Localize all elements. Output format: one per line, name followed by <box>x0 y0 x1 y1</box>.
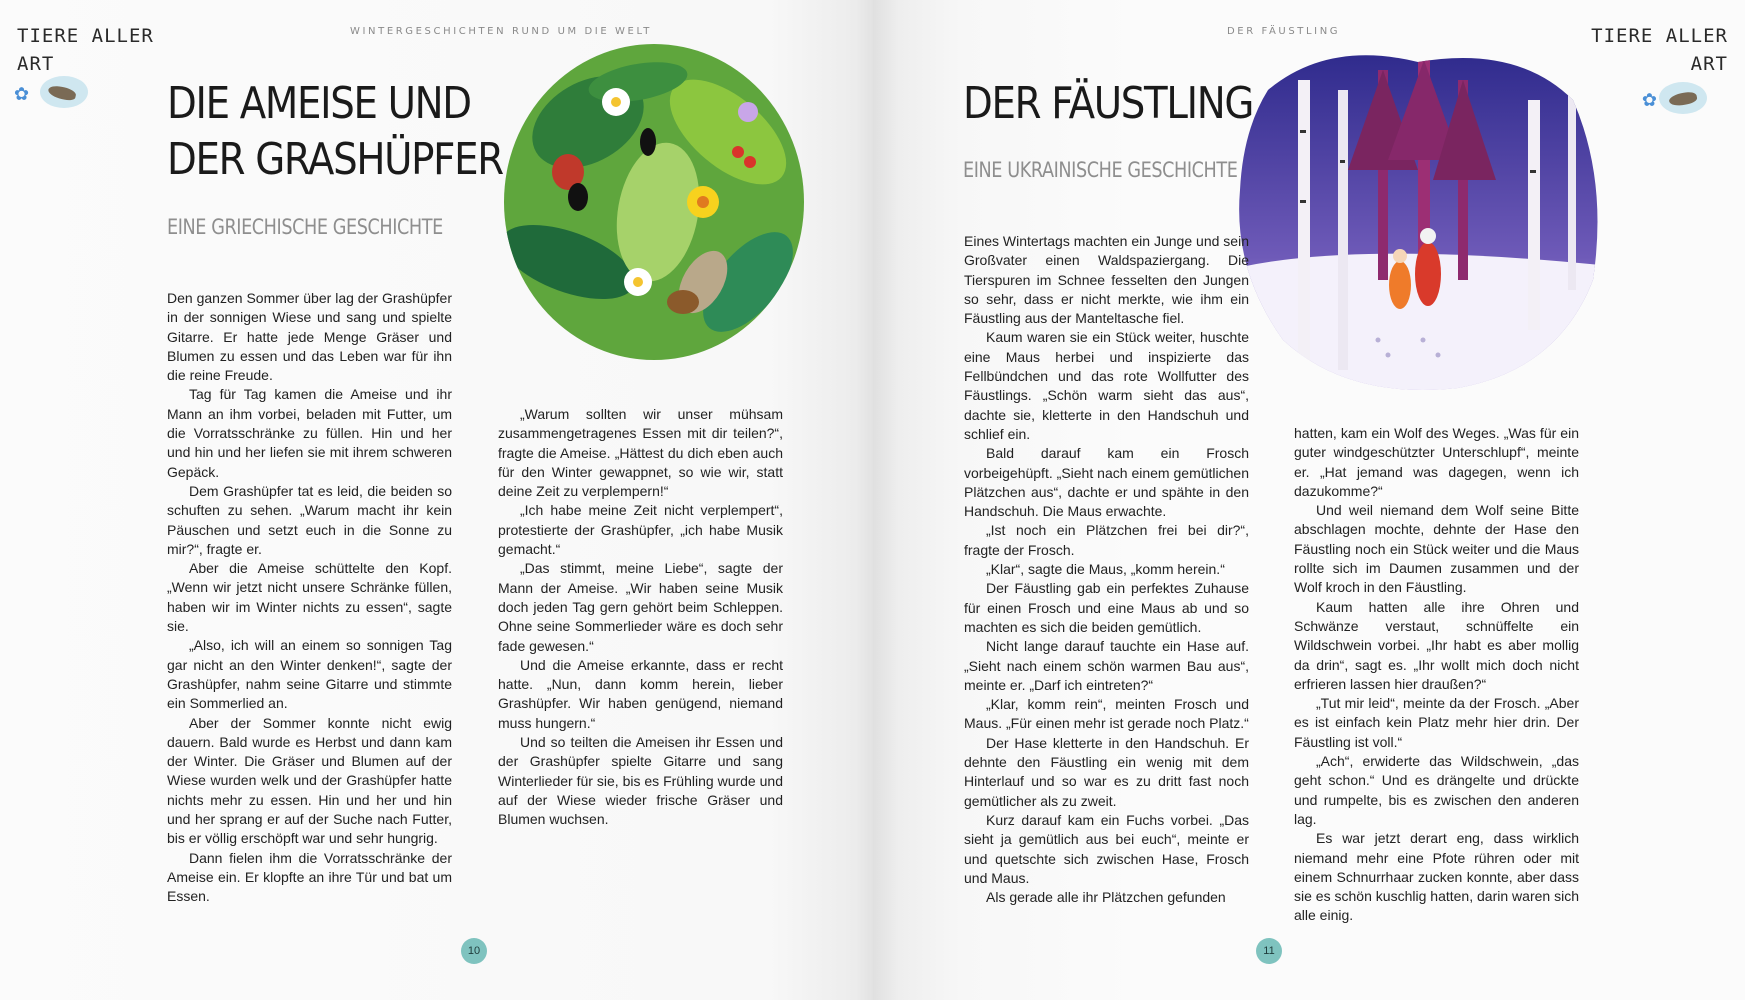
story-title <box>167 76 503 188</box>
paragraph: Und so teilten die Ameisen ihr Essen und der Grashüpfer spielte Gitarre und sang Winterlieder für sie, bis es Frühling wurde und auf der Wiese wieder frische Gräser und Blumen wuchsen. <box>498 734 783 828</box>
paragraph: Aber der Sommer konnte nicht ewig dauern. Bald wurde es Herbst und dann kam der Winter. Die Gräser und Blumen auf der Wiese wurden welk und der Grashüpfer hatte nichts mehr zu essen. Hin und her und hin und her sprang er auf der Suche nach Futter, bis er völlig erschöpft war und sehr hungrig. <box>167 714 452 847</box>
story-title <box>963 76 1253 132</box>
section-label <box>1591 22 1728 78</box>
paragraph: Den ganzen Sommer über lag der Grashüpfer in der sonnigen Wiese und sang und spielte Gitarre. Er hatte jede Menge Gräser und Blumen zu essen und das Leben war für ihn die reine Freude. <box>167 290 452 384</box>
paragraph: „Warum sollten wir unser mühsam zusammengetragenes Essen mit dir teilen?“, fragte die Ameise. „Hättest du dich eben auch für den Winter gewappnet, so wie wir, statt deine Zeit zu verplempern!“ <box>498 406 783 500</box>
paragraph: Dem Grashüpfer tat es leid, die beiden so schuften zu sehen. „Warum macht ihr kein Päuschen und setzt euch in die Sonne zu mir?“, fragte er. <box>167 482 452 557</box>
paragraph: Bald darauf kam ein Frosch vorbeigehüpft. „Sieht nach einem gemütlichen Plätzchen aus“, dachte er und spähte in den Handschuh. Die Maus erwachte. <box>964 445 1249 520</box>
section-label-line-1: TIERE ALLER <box>1591 25 1728 47</box>
story-column-2 <box>498 405 783 830</box>
paragraph: Eines Wintertags machten ein Junge und sein Großvater einen Waldspaziergang. Die Tierspuren im Schnee fesselten den Jungen so sehr, dass er nicht merkte, wie ihm ein Fäustling aus der Manteltasche fiel. <box>964 233 1249 327</box>
paragraph: Aber die Ameise schüttelte den Kopf. „Wenn wir jetzt nicht unsere Schränke füllen, haben wir im Winter nichts zu essen“, sagte sie. <box>167 560 452 635</box>
story-column-1 <box>964 232 1249 907</box>
paragraph: „Also, ich will an einem so sonnigen Tag gar nicht an den Winter denken!“, sagte der Grashüpfer, nahm seine Gitarre und stimmte ein Sommerlied an. <box>167 637 452 712</box>
paragraph: Der Fäustling gab ein perfektes Zuhause für einen Frosch und eine Maus ab und so machten es sich die beiden gemütlich. <box>964 580 1249 635</box>
section-label <box>17 22 154 78</box>
page-number: 11 <box>1256 938 1282 964</box>
story-subtitle: EINE GRIECHISCHE GESCHICHTE <box>167 215 443 239</box>
paragraph: hatten, kam ein Wolf des Weges. „Was für ein guter windgeschützter Unterschlupf“, meinte er. „Hat jemand was dagegen, wenn ich dazukomme?“ <box>1294 425 1579 499</box>
page-number: 10 <box>461 938 487 964</box>
paragraph: Dann fielen ihm die Vorratsschränke der Ameise ein. Er klopfte an ihre Tür und bat um Essen. <box>167 849 452 905</box>
grasshopper-illustration <box>498 42 810 372</box>
paragraph: Der Hase kletterte in den Handschuh. Er dehnte den Fäustling ein wenig mit dem Hinterlauf und so war es zu dritt fast noch gemütlicher als zu zweit. <box>964 734 1249 809</box>
paragraph: Und weil niemand dem Wolf seine Bitte abschlagen mochte, dehnte der Hase den Fäustling noch ein Stück weiter und die Maus rollte sich im Daumen zusammen und der Wolf kroch in den Fäustling. <box>1294 502 1579 596</box>
running-head: WINTERGESCHICHTEN RUND UM DIE WELT <box>350 26 652 37</box>
story-title-line-2: DER GRASHÜPFER <box>167 134 503 185</box>
paragraph: „Klar, komm rein“, meinten Frosch und Maus. „Für einen mehr ist gerade noch Platz.“ <box>964 696 1249 732</box>
paragraph: Es war jetzt derart eng, dass wirklich niemand mehr eine Pfote rühren oder mit einem Schnurrhaar zucken konnte, aber dass sie es schön kuschlig hatten, darin waren sich alle einig. <box>1294 830 1579 924</box>
paragraph: Kaum hatten alle ihre Ohren und Schwänze verstaut, schnüffelte ein Wildschwein vorbei. „Ihr habt es aber mollig da drin“, sagt es. „Ihr wollt mich doch nicht erfrieren lassen hier draußen?“ <box>1294 598 1579 692</box>
paragraph: „Ach“, erwiderte das Wildschwein, „das geht schon.“ Und es drängelte und drückte und rumpelte, bis es zwischen den anderen lag. <box>1294 753 1579 827</box>
flower-icon: ✿ <box>14 84 30 105</box>
section-label-line-1: TIERE ALLER <box>17 25 154 47</box>
paragraph: „Ich habe meine Zeit nicht verplempert“, protestierte der Grashüpfer, „ich habe Musik gemacht.“ <box>498 502 783 558</box>
running-head: DER FÄUSTLING <box>1227 26 1341 37</box>
paragraph: Kaum waren sie ein Stück weiter, huschte eine Maus herbei und inspizierte das Fellbündchen und das rote Wollfutter des Fäustlings. „Schön warm sieht das aus“, dachte sie, kletterte in den Handschuh und schlief ein. <box>964 329 1249 442</box>
story-column-2 <box>1294 424 1579 926</box>
paragraph: Als gerade alle ihr Plätzchen gefunden <box>986 889 1226 906</box>
paragraph: „Das stimmt, meine Liebe“, sagte der Mann der Ameise. „Wir haben seine Musik doch jeden Tag gern gehört beim Schleppen. Ohne seine Sommerlieder wäre es doch sehr fade gewesen.“ <box>498 560 783 654</box>
paragraph: Kurz darauf kam ein Fuchs vorbei. „Das sieht ja gemütlich aus bei euch“, meinte er und quetschte sich zwischen Hase, Frosch und Maus. <box>964 811 1249 886</box>
story-subtitle: EINE UKRAINISCHE GESCHICHTE <box>963 158 1238 182</box>
paragraph: Nicht lange darauf tauchte ein Hase auf. „Sieht nach einem schön warmen Bau aus“, meinte er. „Darf ich eintreten?“ <box>964 638 1249 693</box>
paragraph: „Tut mir leid“, meinte da der Frosch. „Aber es ist einfach kein Platz mehr hier drin. Der Fäustling ist voll.“ <box>1294 695 1579 750</box>
section-label-line-2: ART <box>17 53 55 75</box>
flower-icon: ✿ <box>1641 90 1657 111</box>
paragraph: Und die Ameise erkannte, dass er recht hatte. „Nun, dann komm herein, lieber Grashüpfer. Wir haben genügend, niemand muss hungern.“ <box>498 656 783 731</box>
right-page <box>873 0 1745 1000</box>
story-column-1 <box>167 289 452 907</box>
story-title-line-1: DIE AMEISE UND <box>167 78 471 129</box>
section-label-line-2: ART <box>1690 53 1728 75</box>
story-title-line-1: DER FÄUSTLING <box>963 78 1254 129</box>
winter-forest-illustration <box>1228 50 1600 395</box>
paragraph: Tag für Tag kamen die Ameise und ihr Mann an ihm vorbei, beladen mit Futter, um die Vorratsschränke zu füllen. Hin und her und hin und her liefen sie mit ihrem schweren Gepäck. <box>167 386 452 480</box>
paragraph: „Klar“, sagte die Maus, „komm herein.“ <box>986 561 1225 578</box>
paragraph: „Ist noch ein Plätzchen frei bei dir?“, fragte der Frosch. <box>964 522 1249 558</box>
